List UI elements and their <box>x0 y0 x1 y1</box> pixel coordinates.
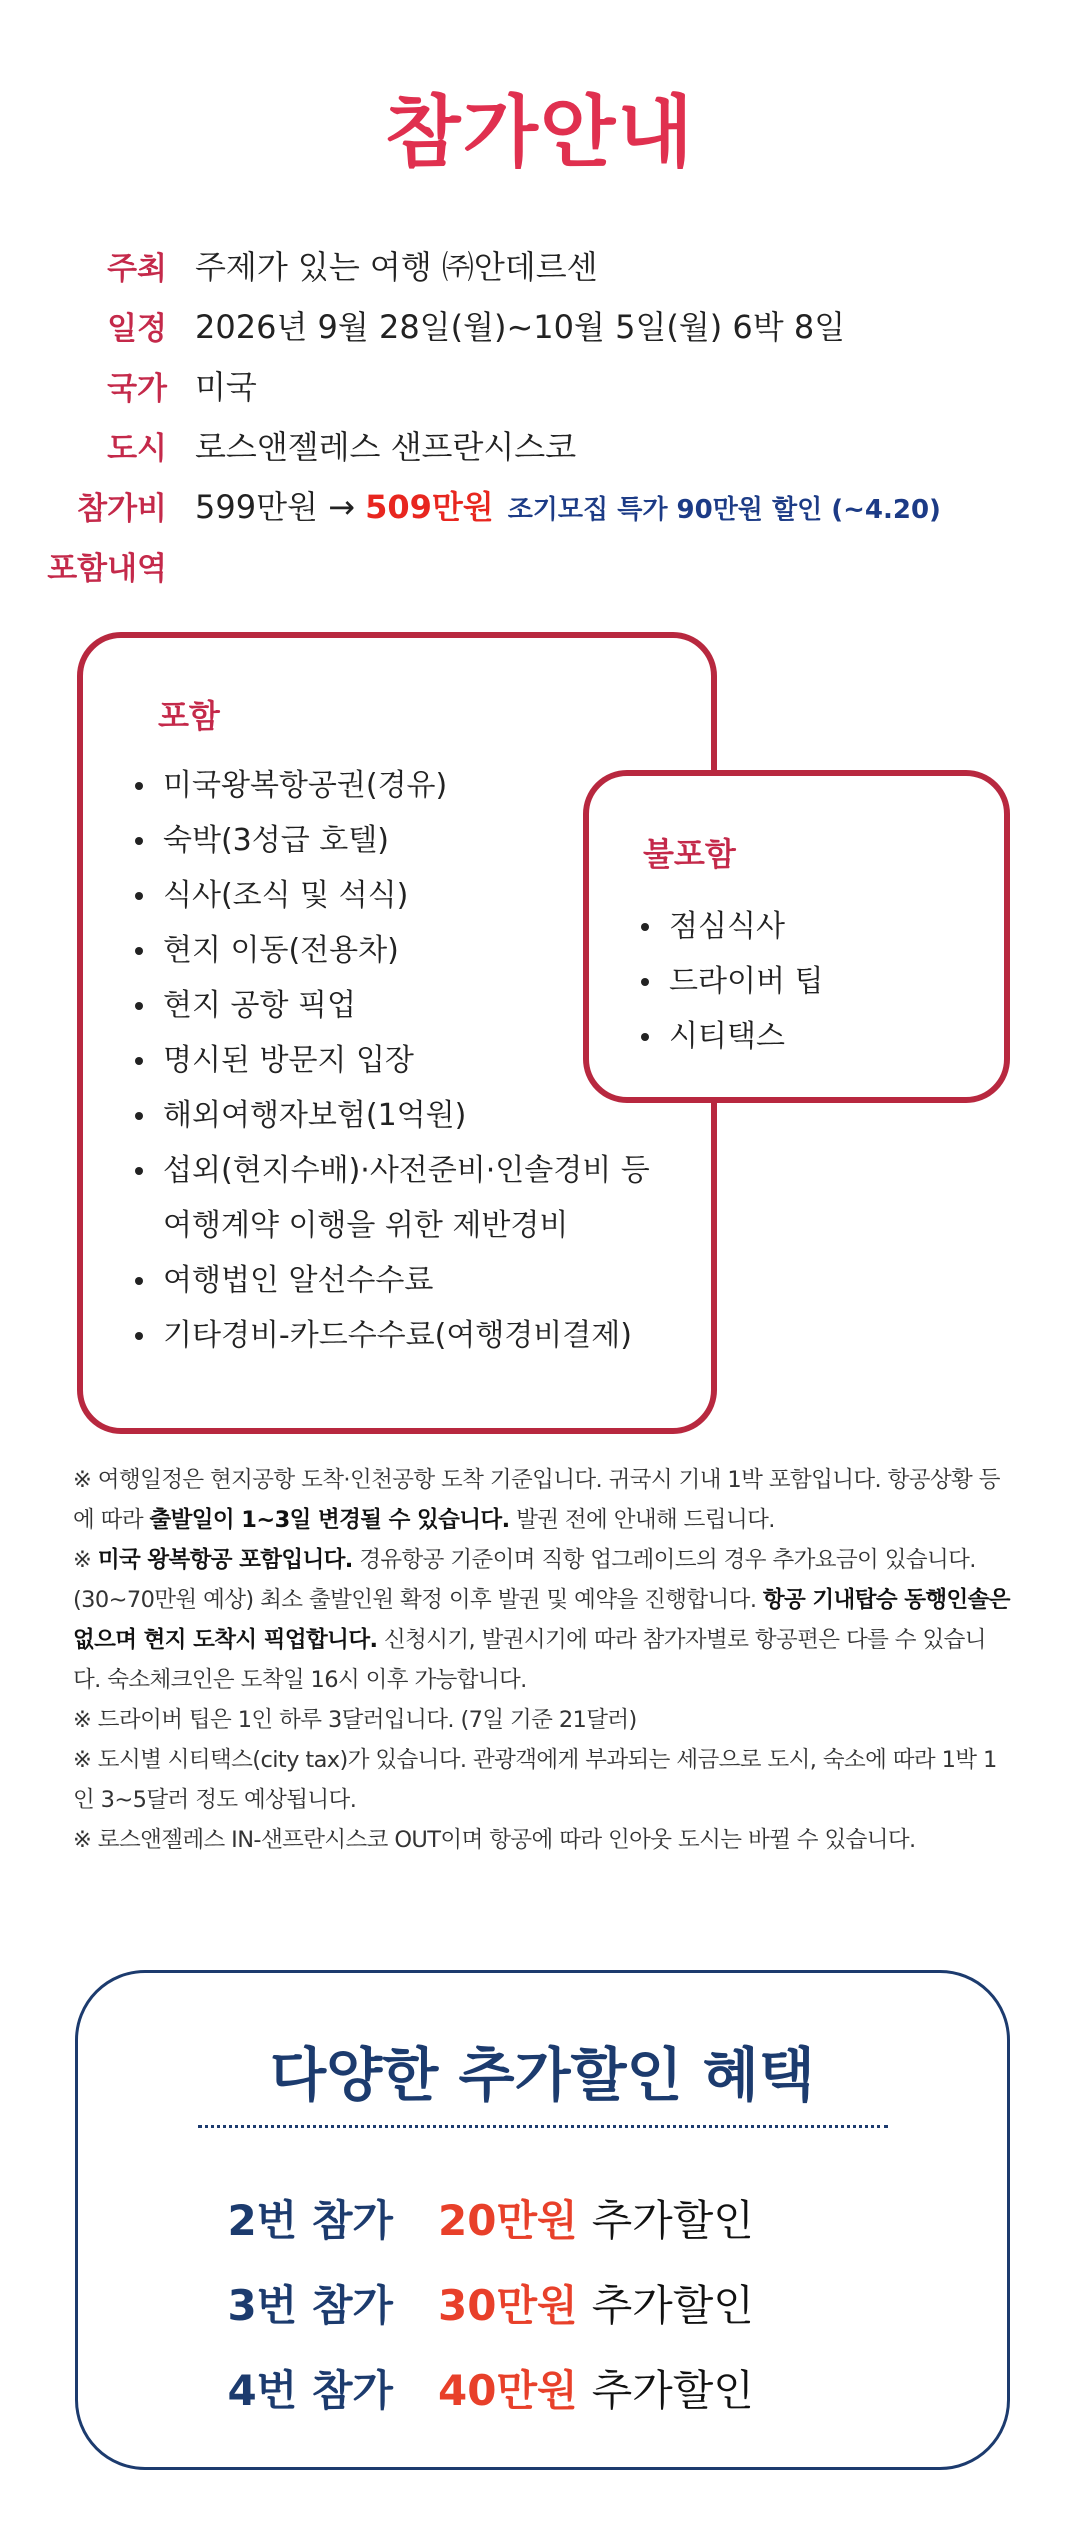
list-item: 현지 이동(전용차) <box>129 923 669 978</box>
schedule-value: 2026년 9월 28일(월)~10월 5일(월) 6박 8일 <box>195 308 846 346</box>
note-flight-schedule <box>73 1460 1013 1540</box>
schedule-label: 일정 <box>107 310 167 347</box>
list-item: 드라이버 팁 <box>635 954 975 1009</box>
discount-box <box>75 1970 1010 2470</box>
list-item: 섭외(현지수배)·사전준비·인솔경비 등 여행계약 이행을 위한 제반경비 <box>129 1143 669 1253</box>
discount-row <box>78 2268 1007 2338</box>
notes <box>73 1460 1013 1860</box>
discount-row <box>78 2353 1007 2423</box>
note-emphasis: 출발일이 1~3일 변경될 수 있습니다. <box>149 1507 510 1533</box>
host-value: 주제가 있는 여행 ㈜안데르센 <box>195 248 598 286</box>
list-item: 여행법인 알선수수료 <box>129 1253 669 1308</box>
info-row-country <box>0 360 1080 410</box>
page-title: 참가안내 <box>385 88 695 178</box>
info-row-schedule <box>0 300 1080 350</box>
note-text: ※ <box>73 1547 98 1573</box>
exclude-title: 불포함 <box>643 835 736 873</box>
info-row-host <box>0 240 1080 290</box>
host-label: 주최 <box>107 250 167 287</box>
list-item: 기타경비-카드수수료(여행경비결제) <box>129 1308 669 1363</box>
list-item: 시티택스 <box>635 1009 975 1064</box>
note-emphasis: 미국 왕복항공 포함입니다. <box>97 1547 353 1573</box>
discount-suffix: 추가할인 <box>591 2196 754 2245</box>
arrow-icon: → <box>328 488 355 526</box>
list-item: 해외여행자보험(1억원) <box>129 1088 669 1143</box>
list-item: 현지 공항 픽업 <box>129 978 669 1033</box>
dotted-divider <box>198 2125 888 2128</box>
note-text: 발권 전에 안내해 드립니다. <box>509 1507 775 1533</box>
include-title: 포함 <box>158 697 220 735</box>
list-item: 숙박(3성급 호텔) <box>129 813 669 868</box>
city-value: 로스앤젤레스 샌프란시스코 <box>195 428 577 466</box>
info-row-city <box>0 420 1080 470</box>
exclude-box <box>583 770 1010 1103</box>
note-text: 경유항공 기준이며 직항 업그레이드의 경우 추가요금이 있습니다. (30~70만원 예상) 최소 출발인원 확정 이후 발권 및 예약을 진행합니다. <box>73 1547 976 1613</box>
list-item: 명시된 방문지 입장 <box>129 1033 669 1088</box>
fee-discount-note: 조기모집 특가 90만원 할인 (~4.20) <box>507 495 941 525</box>
note-emphasis: 항공 기내탑승 동행인솔은 없으며 현지 도착시 픽업합니다. <box>73 1587 1010 1653</box>
discount-row <box>78 2183 1007 2253</box>
includes-label: 포함내역 <box>47 550 167 587</box>
discount-suffix: 추가할인 <box>591 2366 754 2415</box>
discount-count: 3번 참가 <box>227 2281 393 2330</box>
fee-old-price: 599만원 <box>195 488 318 526</box>
discount-amount: 30만원 <box>438 2281 578 2330</box>
note-city-tax: ※ 도시별 시티택스(city tax)가 있습니다. 관광객에게 부과되는 세금으로 도시, 숙소에 따라 1박 1인 3~5달러 정도 예상됩니다. <box>73 1747 997 1813</box>
discount-amount: 40만원 <box>438 2366 578 2415</box>
fee-value <box>195 482 941 528</box>
note-in-out-city: ※ 로스앤젤레스 IN-샌프란시스코 OUT이며 항공에 따라 인아웃 도시는 바뀔 수 있습니다. <box>73 1827 916 1853</box>
note-driver-tip: ※ 드라이버 팁은 1인 하루 3달러입니다. (7일 기준 21달러) <box>73 1707 637 1733</box>
note-text: ※ 여행일정은 현지공항 도착·인천공항 도착 기준입니다. 귀국시 기내 1박 포함입니다. 항공상황 등에 따라 <box>73 1467 1000 1533</box>
country-value: 미국 <box>195 368 257 406</box>
exclude-list <box>635 899 975 1064</box>
info-row-fee <box>0 480 1080 530</box>
discount-amount: 20만원 <box>438 2196 578 2245</box>
discount-suffix: 추가할인 <box>591 2281 754 2330</box>
fee-new-price: 509만원 <box>365 488 494 526</box>
list-item: 미국왕복항공권(경유) <box>129 758 669 813</box>
list-item: 점심식사 <box>635 899 975 954</box>
note-text: 신청시기, 발권시기에 따라 참가자별로 항공편은 다를 수 있습니다. 숙소체크인은 도착일 16시 이후 가능합니다. <box>73 1627 986 1693</box>
discount-count: 2번 참가 <box>227 2196 393 2245</box>
discount-count: 4번 참가 <box>227 2366 393 2415</box>
fee-label: 참가비 <box>77 490 167 527</box>
city-label: 도시 <box>107 430 167 467</box>
discount-title: 다양한 추가할인 혜택 <box>270 2041 815 2109</box>
country-label: 국가 <box>107 370 167 407</box>
list-item: 식사(조식 및 석식) <box>129 868 669 923</box>
info-row-includes <box>0 540 1080 590</box>
note-airfare <box>73 1540 1013 1700</box>
